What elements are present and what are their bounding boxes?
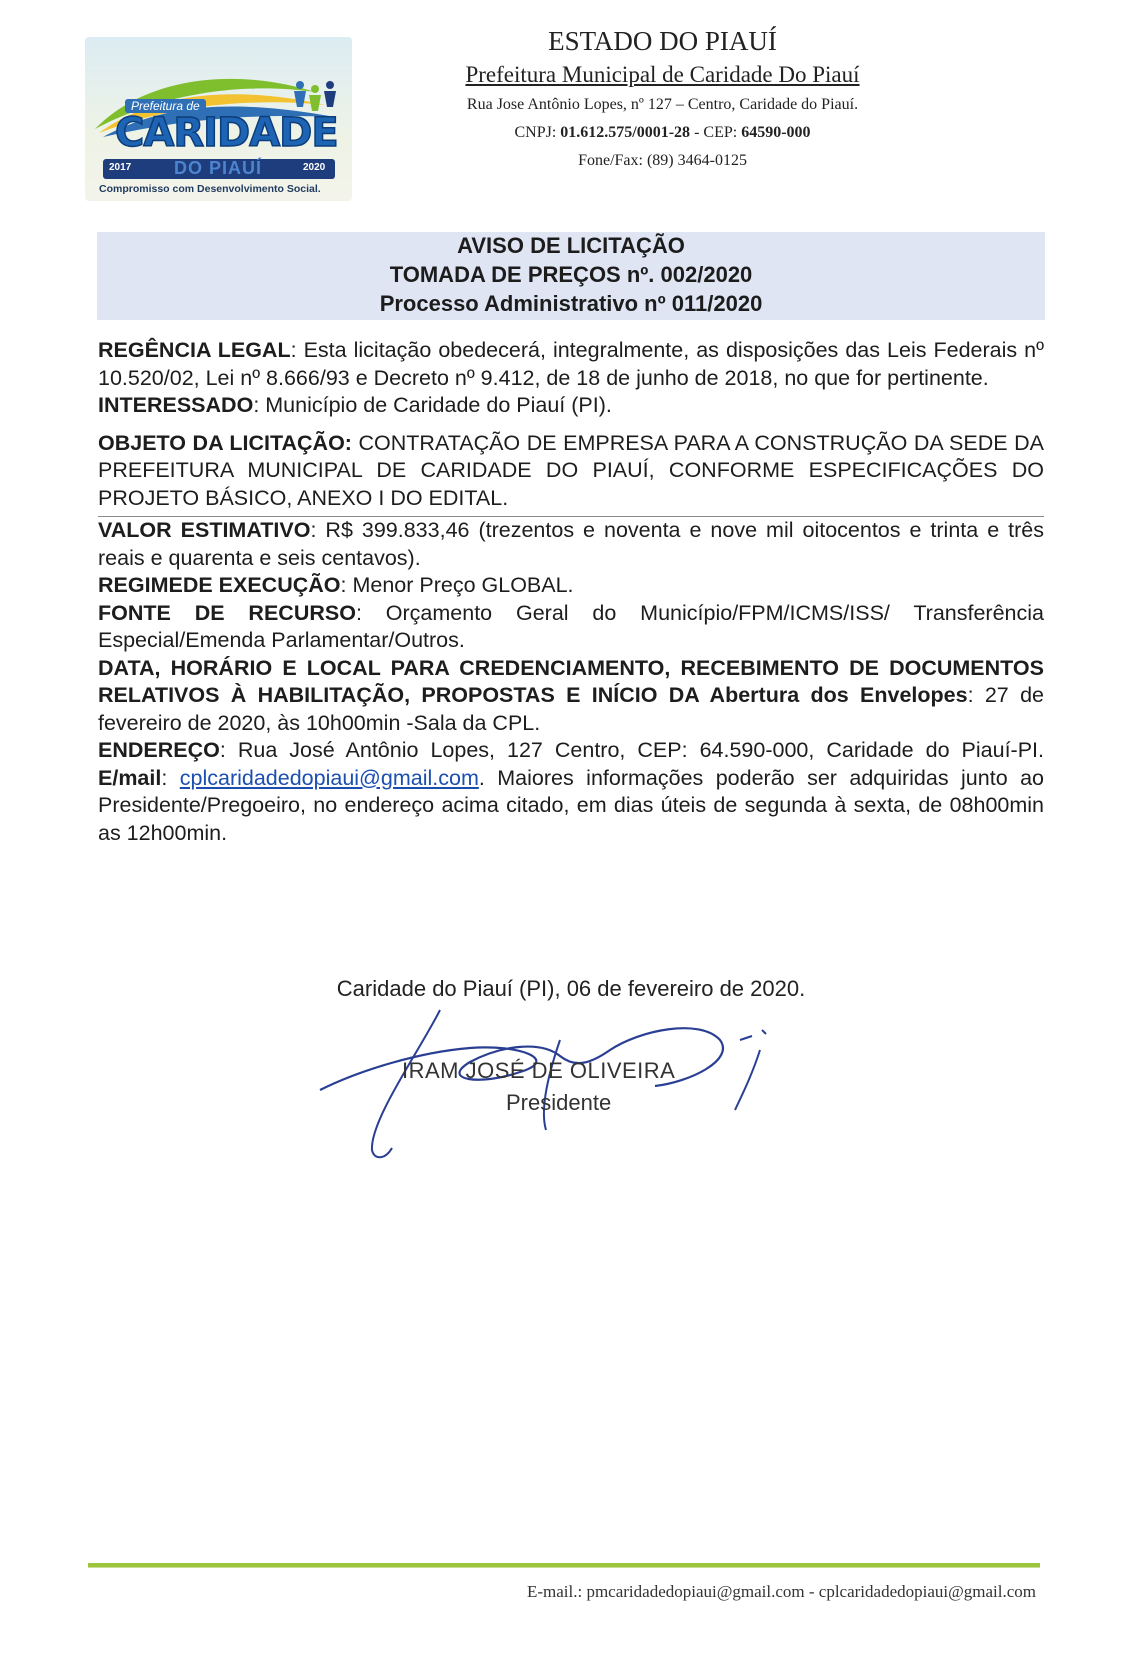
data-label: DATA, HORÁRIO E LOCAL PARA CREDENCIAMENTO, RECEBIMENTO DE DOCUMENTOS RELATIVOS À HABILITAÇÃO, PROPOSTAS E INÍCIO DA Abertura dos Envelopes bbox=[98, 655, 1044, 707]
valor-text: : R$ 399.833,46 (trezentos e noventa e nove mil oitocentos e trinta e três reais e quarenta e seis centavos). bbox=[98, 518, 1044, 570]
phone: Fone/Fax: (89) 3464-0125 bbox=[578, 152, 747, 169]
regime-text: : Menor Preço GLOBAL. bbox=[340, 573, 574, 597]
logo-prefix: Prefeitura de bbox=[125, 99, 206, 113]
cep-value: 64590-000 bbox=[741, 124, 811, 141]
footer-emails: E-mail.: pmcaridadedopiaui@gmail.com - cplcaridadedopiaui@gmail.com bbox=[526, 1582, 1036, 1601]
valor-label: VALOR ESTIMATIVO bbox=[98, 518, 311, 542]
fonte-text: : Orçamento Geral do Município/FPM/ICMS/ISS/ Transferência Especial/Emenda Parlamentar/Outros. bbox=[98, 600, 1044, 652]
logo-year-start: 2017 bbox=[109, 162, 132, 173]
logo-sub: DO PIAUÍ bbox=[173, 158, 262, 178]
cnpj-value: 01.612.575/0001-28 bbox=[560, 124, 691, 141]
email-link[interactable]: cplcaridadedopiaui@gmail.com bbox=[179, 765, 479, 790]
email-label: E/mail bbox=[98, 765, 162, 790]
endereco-text: : Rua José Antônio Lopes, 127 Centro, CEP: 64.590-000, Caridade do Piauí-PI. bbox=[219, 738, 1044, 762]
logo-tagline: Compromisso com Desenvolvimento Social. bbox=[99, 183, 321, 195]
regencia-label: REGÊNCIA LEGAL bbox=[98, 338, 291, 362]
endereco-label: ENDEREÇO bbox=[98, 738, 220, 762]
footer-divider-shadow bbox=[88, 1567, 1040, 1568]
title-line-1: AVISO DE LICITAÇÃO bbox=[457, 233, 685, 258]
address: Rua Jose Antônio Lopes, nº 127 – Centro, Caridade do Piauí. bbox=[466, 96, 859, 113]
email-after: . Maiores informações poderão ser adquiridas junto ao Presidente/Pregoeiro, no endereço acima citado, em dias úteis de segunda à sexta, de 08h00min as 12h00min. bbox=[98, 765, 1045, 845]
state-name: ESTADO DO PIAUÍ bbox=[548, 26, 777, 56]
signer-role: Presidente bbox=[506, 1090, 612, 1115]
interessado-text: : Município de Caridade do Piauí (PI). bbox=[253, 393, 612, 417]
logo-year-end: 2020 bbox=[303, 162, 326, 173]
fonte-label: FONTE DE RECURSO bbox=[98, 600, 356, 625]
title-line-2: TOMADA DE PREÇOS nº. 002/2020 bbox=[389, 262, 753, 287]
signer-name: IRAM JOSÉ DE OLIVEIRA bbox=[402, 1058, 676, 1083]
objeto-text: CONTRATAÇÃO DE EMPRESA PARA A CONSTRUÇÃO DA SEDE DA PREFEITURA MUNICIPAL DE CARIDADE DO PIAUÍ, CONFORME ESPECIFICAÇÕES DO PROJETO BÁSICO, ANEXO I DO EDITAL. bbox=[98, 430, 1045, 510]
prefeitura-name: Prefeitura Municipal de Caridade Do Piauí bbox=[465, 62, 860, 87]
email-sep: : bbox=[161, 765, 180, 790]
regencia-text: : Esta licitação obedecerá, integralmente, as disposições das Leis Federais nº 10.520/02, Lei nº 8.666/93 e Decreto nº 9.412, de 18 de junho de 2018, no que for pertinente. bbox=[98, 338, 1044, 390]
cnpj-label: CNPJ: bbox=[514, 124, 557, 141]
regime-label: REGIMEDE EXECUÇÃO bbox=[98, 573, 341, 597]
objeto-label: OBJETO DA LICITAÇÃO: bbox=[98, 430, 352, 455]
cep-label: - CEP: bbox=[694, 124, 738, 141]
logo-name: CARIDADE bbox=[115, 110, 338, 156]
place-date: Caridade do Piauí (PI), 06 de fevereiro de 2020. bbox=[336, 976, 806, 1001]
interessado-label: INTERESSADO bbox=[98, 393, 254, 417]
title-line-3: Processo Administrativo nº 011/2020 bbox=[379, 291, 763, 316]
data-text: : 27 de fevereiro de 2020, às 10h00min -Sala da CPL. bbox=[98, 683, 1044, 735]
